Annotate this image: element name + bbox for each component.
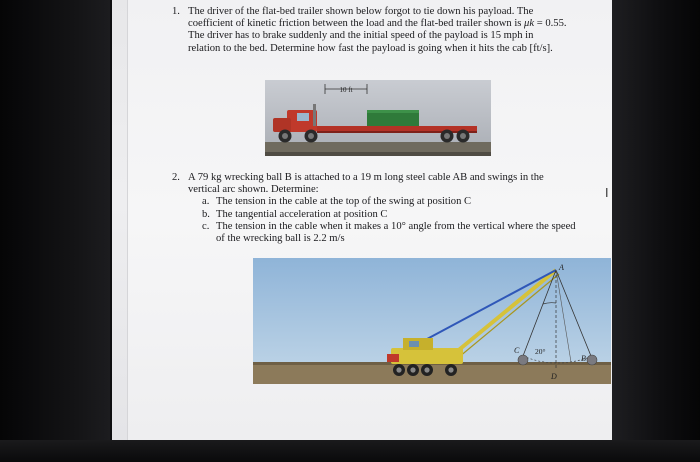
wrecking-ball-illustration <box>253 258 611 384</box>
angle-label: 20° <box>535 347 546 356</box>
part-text: The tension in the cable when it makes a 10° angle from the vertical where the speed of the wrecking ball is 2.2 m/s <box>216 220 576 245</box>
wheel-hub <box>396 367 401 372</box>
text-cursor-icon: I <box>605 186 609 200</box>
wheel-hub <box>448 367 453 372</box>
problem-part-a <box>188 196 578 208</box>
monitor-bezel-left <box>0 0 110 462</box>
wrecking-ball-position-c <box>518 355 528 365</box>
wheel-hub <box>460 133 466 139</box>
wheel-hub <box>282 133 288 139</box>
crane-truck-body <box>391 348 463 364</box>
flatbed-trailer-figure <box>265 80 491 156</box>
ground-shadow <box>265 152 491 156</box>
wheel-hub <box>410 367 415 372</box>
point-c-label: C <box>514 346 520 355</box>
problem-parts-list <box>188 196 578 245</box>
trailer-bed <box>317 126 477 131</box>
wheel-hub <box>444 133 450 139</box>
problem-part-c <box>188 221 578 245</box>
point-d-label: D <box>551 372 557 381</box>
wrecking-ball-position-b <box>587 355 597 365</box>
problem-intro: A 79 kg wrecking ball B is attached to a 19 m long steel cable AB and swings in the vertical arc shown. Determine: <box>188 172 544 196</box>
point-b-label: B <box>581 354 586 363</box>
friction-symbol: μk <box>524 18 535 30</box>
exhaust-stack <box>313 104 316 126</box>
monitor-bezel-bottom <box>0 440 700 462</box>
payload-top <box>367 110 419 113</box>
cab-window <box>297 113 309 121</box>
part-letter: c. <box>202 220 210 232</box>
problem-number: 2. <box>172 172 180 183</box>
screen <box>112 0 612 440</box>
ground <box>265 142 491 152</box>
crane-cabin-window <box>409 341 419 347</box>
wheel-hub <box>424 367 429 372</box>
truck-front <box>387 354 399 362</box>
trailer-bed-edge <box>317 131 477 133</box>
problem-number: 1. <box>172 6 180 17</box>
document-page <box>128 0 612 440</box>
problem-part-b <box>188 209 578 221</box>
problem-text-after: = 0.55. The driver has to brake suddenly and the initial speed of the payload is 15 mph in relation to the bed. Determine how fast the payload is going when it hits the cab [ft/s]. <box>188 18 567 54</box>
truck-hood <box>273 118 291 132</box>
monitor-bezel-right <box>612 0 700 462</box>
wrecking-ball-figure <box>253 258 611 384</box>
point-a-label: A <box>559 263 564 272</box>
flatbed-trailer-illustration <box>265 80 491 156</box>
part-letter: b. <box>202 208 210 220</box>
part-letter: a. <box>202 196 210 208</box>
dimension-label: 10 ft <box>339 86 353 94</box>
problem-text <box>188 6 568 55</box>
wheel-hub <box>308 133 314 139</box>
problem-text-before: The driver of the flat-bed trailer shown below forgot to tie down his payload. The coefficient of kinetic friction between the load and the flat-bed trailer shown is <box>188 6 534 30</box>
part-text: The tension in the cable at the top of the swing at position C <box>216 196 472 208</box>
problem-text <box>188 172 578 245</box>
part-text: The tangential acceleration at position C <box>216 208 388 220</box>
